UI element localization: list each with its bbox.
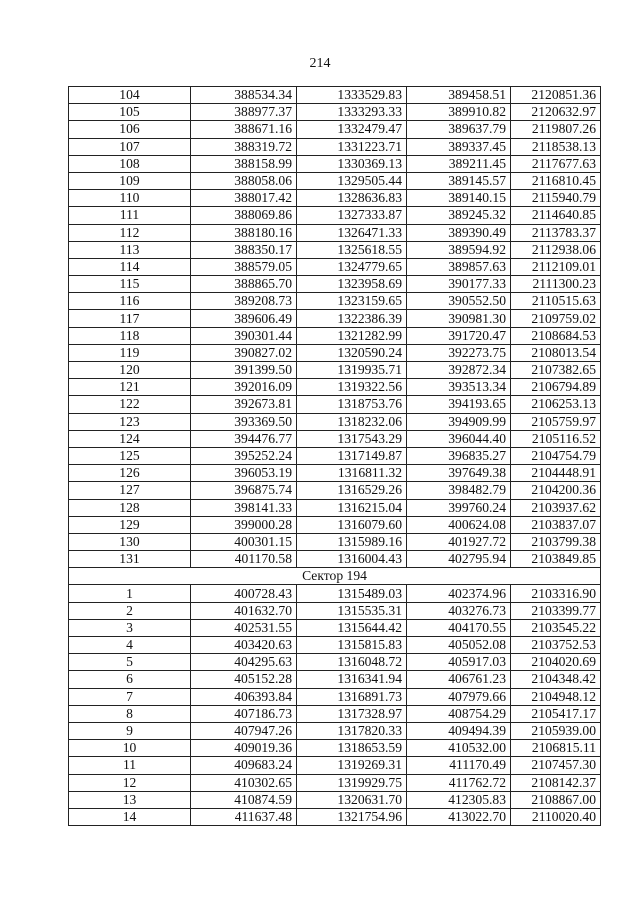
coordinate-cell: 389857.63 <box>407 258 511 275</box>
coordinate-cell: 411170.49 <box>407 757 511 774</box>
point-number-cell: 127 <box>69 482 191 499</box>
coordinate-cell: 392273.75 <box>407 344 511 361</box>
table-row <box>69 482 601 499</box>
coordinate-cell: 388865.70 <box>191 276 297 293</box>
coordinate-cell: 1327333.87 <box>297 207 407 224</box>
coordinate-cell: 1317820.33 <box>297 722 407 739</box>
coordinate-cell: 388319.72 <box>191 138 297 155</box>
point-number-cell: 113 <box>69 241 191 258</box>
coordinate-cell: 2107382.65 <box>511 362 601 379</box>
coordinate-cell: 1316079.60 <box>297 516 407 533</box>
coordinate-cell: 1333293.33 <box>297 104 407 121</box>
coordinate-cell: 388017.42 <box>191 190 297 207</box>
coordinate-cell: 392016.09 <box>191 379 297 396</box>
coordinate-cell: 1320631.70 <box>297 791 407 808</box>
coordinate-cell: 388671.16 <box>191 121 297 138</box>
coordinate-cell: 2108684.53 <box>511 327 601 344</box>
coordinate-cell: 393513.34 <box>407 379 511 396</box>
coordinate-cell: 2103752.53 <box>511 637 601 654</box>
coordinate-cell: 397649.38 <box>407 465 511 482</box>
coordinate-cell: 398141.33 <box>191 499 297 516</box>
point-number-cell: 10 <box>69 740 191 757</box>
coordinate-cell: 399000.28 <box>191 516 297 533</box>
coordinate-cell: 396875.74 <box>191 482 297 499</box>
point-number-cell: 120 <box>69 362 191 379</box>
sector-header-row <box>69 568 601 585</box>
coordinate-cell: 1331223.71 <box>297 138 407 155</box>
coordinate-cell: 388350.17 <box>191 241 297 258</box>
coordinate-cell: 401927.72 <box>407 533 511 550</box>
coordinate-cell: 2105939.00 <box>511 722 601 739</box>
coordinate-cell: 388058.06 <box>191 172 297 189</box>
coordinate-cell: 2104348.42 <box>511 671 601 688</box>
coordinate-cell: 402374.96 <box>407 585 511 602</box>
point-number-cell: 122 <box>69 396 191 413</box>
coordinate-cell: 405917.03 <box>407 654 511 671</box>
coordinate-cell: 390177.33 <box>407 276 511 293</box>
sector-label: Сектор 194 <box>69 568 601 585</box>
coordinate-cell: 2103399.77 <box>511 602 601 619</box>
point-number-cell: 130 <box>69 533 191 550</box>
coordinate-cell: 412305.83 <box>407 791 511 808</box>
coordinate-cell: 410874.59 <box>191 791 297 808</box>
coordinate-cell: 410532.00 <box>407 740 511 757</box>
point-number-cell: 11 <box>69 757 191 774</box>
coordinate-cell: 401632.70 <box>191 602 297 619</box>
table-row <box>69 757 601 774</box>
point-number-cell: 126 <box>69 465 191 482</box>
table-row <box>69 654 601 671</box>
table-row <box>69 241 601 258</box>
coordinate-cell: 1324779.65 <box>297 258 407 275</box>
point-number-cell: 131 <box>69 551 191 568</box>
point-number-cell: 5 <box>69 654 191 671</box>
coordinate-cell: 389337.45 <box>407 138 511 155</box>
table-row <box>69 447 601 464</box>
coordinate-cell: 1319269.31 <box>297 757 407 774</box>
table-row <box>69 207 601 224</box>
coordinate-cell: 1330369.13 <box>297 155 407 172</box>
point-number-cell: 107 <box>69 138 191 155</box>
coordinate-cell: 391399.50 <box>191 362 297 379</box>
point-number-cell: 7 <box>69 688 191 705</box>
point-number-cell: 110 <box>69 190 191 207</box>
coordinate-cell: 403276.73 <box>407 602 511 619</box>
table-row <box>69 637 601 654</box>
coordinate-cell: 1316891.73 <box>297 688 407 705</box>
coordinate-cell: 1315815.83 <box>297 637 407 654</box>
point-number-cell: 13 <box>69 791 191 808</box>
coordinate-cell: 389208.73 <box>191 293 297 310</box>
point-number-cell: 8 <box>69 705 191 722</box>
coordinate-cell: 1319935.71 <box>297 362 407 379</box>
coordinate-cell: 2120851.36 <box>511 87 601 104</box>
table-row <box>69 104 601 121</box>
coordinate-cell: 395252.24 <box>191 447 297 464</box>
point-number-cell: 105 <box>69 104 191 121</box>
coordinate-cell: 1333529.83 <box>297 87 407 104</box>
coordinate-cell: 2110020.40 <box>511 808 601 825</box>
coordinate-cell: 390552.50 <box>407 293 511 310</box>
coordinate-cell: 404295.63 <box>191 654 297 671</box>
table-row <box>69 671 601 688</box>
coordinate-cell: 1316341.94 <box>297 671 407 688</box>
coordinate-cell: 2104448.91 <box>511 465 601 482</box>
coordinate-cell: 406761.23 <box>407 671 511 688</box>
table-row <box>69 87 601 104</box>
coordinate-cell: 390981.30 <box>407 310 511 327</box>
coordinate-cell: 2117677.63 <box>511 155 601 172</box>
coordinate-cell: 1317543.29 <box>297 430 407 447</box>
table-row <box>69 138 601 155</box>
coordinate-cell: 2103799.38 <box>511 533 601 550</box>
coordinate-cell: 389458.51 <box>407 87 511 104</box>
coordinate-cell: 1325618.55 <box>297 241 407 258</box>
coordinate-cell: 1315489.03 <box>297 585 407 602</box>
coordinate-cell: 2107457.30 <box>511 757 601 774</box>
coordinate-cell: 407186.73 <box>191 705 297 722</box>
point-number-cell: 2 <box>69 602 191 619</box>
table-row <box>69 379 601 396</box>
coordinate-cell: 389140.15 <box>407 190 511 207</box>
coordinate-cell: 409494.39 <box>407 722 511 739</box>
coordinate-cell: 2106794.89 <box>511 379 601 396</box>
table-row <box>69 705 601 722</box>
coordinate-cell: 399760.24 <box>407 499 511 516</box>
coordinate-cell: 2112109.01 <box>511 258 601 275</box>
coordinate-cell: 1316004.43 <box>297 551 407 568</box>
coordinate-cell: 388158.99 <box>191 155 297 172</box>
table-row <box>69 533 601 550</box>
coordinate-cell: 396835.27 <box>407 447 511 464</box>
coordinate-cell: 390301.44 <box>191 327 297 344</box>
table-row <box>69 465 601 482</box>
coordinate-cell: 389637.79 <box>407 121 511 138</box>
point-number-cell: 9 <box>69 722 191 739</box>
coordinate-cell: 2110515.63 <box>511 293 601 310</box>
point-number-cell: 6 <box>69 671 191 688</box>
coordinate-cell: 2119807.26 <box>511 121 601 138</box>
coordinate-cell: 2116810.45 <box>511 172 601 189</box>
coordinate-cell: 1316529.26 <box>297 482 407 499</box>
coordinate-cell: 2105417.17 <box>511 705 601 722</box>
coordinate-cell: 391720.47 <box>407 327 511 344</box>
table-row <box>69 310 601 327</box>
table-row <box>69 791 601 808</box>
table-row <box>69 774 601 791</box>
coordinate-cell: 2105759.97 <box>511 413 601 430</box>
coordinate-cell: 1321754.96 <box>297 808 407 825</box>
coordinate-cell: 1323958.69 <box>297 276 407 293</box>
point-number-cell: 104 <box>69 87 191 104</box>
table-row <box>69 276 601 293</box>
table-row <box>69 808 601 825</box>
coordinate-cell: 396053.19 <box>191 465 297 482</box>
coordinate-cell: 388180.16 <box>191 224 297 241</box>
table-row <box>69 344 601 361</box>
point-number-cell: 111 <box>69 207 191 224</box>
coordinate-cell: 1319322.56 <box>297 379 407 396</box>
point-number-cell: 14 <box>69 808 191 825</box>
table-row <box>69 722 601 739</box>
point-number-cell: 116 <box>69 293 191 310</box>
coordinate-cell: 398482.79 <box>407 482 511 499</box>
coordinate-cell: 403420.63 <box>191 637 297 654</box>
coordinate-cell: 1332479.47 <box>297 121 407 138</box>
coordinate-cell: 1315644.42 <box>297 619 407 636</box>
coordinate-cell: 1316048.72 <box>297 654 407 671</box>
point-number-cell: 124 <box>69 430 191 447</box>
coordinate-cell: 1320590.24 <box>297 344 407 361</box>
coordinate-cell: 402795.94 <box>407 551 511 568</box>
table-row <box>69 602 601 619</box>
coordinate-cell: 406393.84 <box>191 688 297 705</box>
coordinate-cell: 392872.34 <box>407 362 511 379</box>
table-row <box>69 585 601 602</box>
coordinate-cell: 1322386.39 <box>297 310 407 327</box>
point-number-cell: 112 <box>69 224 191 241</box>
coordinate-cell: 392673.81 <box>191 396 297 413</box>
coordinate-cell: 2108142.37 <box>511 774 601 791</box>
coordinate-cell: 1319929.75 <box>297 774 407 791</box>
point-number-cell: 4 <box>69 637 191 654</box>
coordinate-cell: 388534.34 <box>191 87 297 104</box>
coordinate-cell: 389594.92 <box>407 241 511 258</box>
coordinate-cell: 2118538.13 <box>511 138 601 155</box>
coordinate-cell: 1326471.33 <box>297 224 407 241</box>
coordinate-cell: 411637.48 <box>191 808 297 825</box>
coordinate-cell: 408754.29 <box>407 705 511 722</box>
point-number-cell: 118 <box>69 327 191 344</box>
coordinate-cell: 413022.70 <box>407 808 511 825</box>
coordinate-cell: 394476.77 <box>191 430 297 447</box>
coordinate-cell: 1315535.31 <box>297 602 407 619</box>
point-number-cell: 121 <box>69 379 191 396</box>
table-row <box>69 619 601 636</box>
page-number: 214 <box>309 56 331 71</box>
table-row <box>69 413 601 430</box>
table-row <box>69 430 601 447</box>
table-row <box>69 516 601 533</box>
table-row <box>69 499 601 516</box>
coordinate-cell: 1321282.99 <box>297 327 407 344</box>
point-number-cell: 108 <box>69 155 191 172</box>
table-row <box>69 396 601 413</box>
table-row <box>69 551 601 568</box>
coordinate-cell: 2113783.37 <box>511 224 601 241</box>
coordinate-cell: 402531.55 <box>191 619 297 636</box>
table-row <box>69 224 601 241</box>
coordinate-cell: 2120632.97 <box>511 104 601 121</box>
table-row <box>69 688 601 705</box>
coordinate-cell: 2103545.22 <box>511 619 601 636</box>
point-number-cell: 123 <box>69 413 191 430</box>
coordinate-cell: 388579.05 <box>191 258 297 275</box>
coordinate-cell: 388069.86 <box>191 207 297 224</box>
coordinate-cell: 1328636.83 <box>297 190 407 207</box>
coordinate-cell: 409019.36 <box>191 740 297 757</box>
coordinate-cell: 2111300.23 <box>511 276 601 293</box>
coordinate-cell: 2108013.54 <box>511 344 601 361</box>
coordinate-cell: 2106253.13 <box>511 396 601 413</box>
coordinate-cell: 2103316.90 <box>511 585 601 602</box>
table-row <box>69 362 601 379</box>
coordinate-cell: 400624.08 <box>407 516 511 533</box>
coordinate-cell: 2104754.79 <box>511 447 601 464</box>
coordinate-cell: 390827.02 <box>191 344 297 361</box>
coordinate-cell: 2104200.36 <box>511 482 601 499</box>
point-number-cell: 12 <box>69 774 191 791</box>
point-number-cell: 114 <box>69 258 191 275</box>
table-row <box>69 293 601 310</box>
table-row <box>69 121 601 138</box>
coordinate-cell: 404170.55 <box>407 619 511 636</box>
coordinate-cell: 1316811.32 <box>297 465 407 482</box>
coordinate-cell: 388977.37 <box>191 104 297 121</box>
coordinate-cell: 2109759.02 <box>511 310 601 327</box>
table-row <box>69 190 601 207</box>
coordinates-table <box>68 86 601 826</box>
coordinate-cell: 410302.65 <box>191 774 297 791</box>
coordinate-cell: 389211.45 <box>407 155 511 172</box>
point-number-cell: 1 <box>69 585 191 602</box>
table-row <box>69 258 601 275</box>
coordinate-cell: 2105116.52 <box>511 430 601 447</box>
point-number-cell: 129 <box>69 516 191 533</box>
table-row <box>69 155 601 172</box>
coordinate-cell: 405152.28 <box>191 671 297 688</box>
coordinate-cell: 2104020.69 <box>511 654 601 671</box>
coordinate-cell: 2103849.85 <box>511 551 601 568</box>
coordinate-cell: 394909.99 <box>407 413 511 430</box>
coordinate-cell: 409683.24 <box>191 757 297 774</box>
point-number-cell: 115 <box>69 276 191 293</box>
point-number-cell: 128 <box>69 499 191 516</box>
coordinate-cell: 400728.43 <box>191 585 297 602</box>
point-number-cell: 109 <box>69 172 191 189</box>
coordinate-cell: 2114640.85 <box>511 207 601 224</box>
coordinate-cell: 407947.26 <box>191 722 297 739</box>
coordinate-cell: 2115940.79 <box>511 190 601 207</box>
coordinate-cell: 389245.32 <box>407 207 511 224</box>
point-number-cell: 125 <box>69 447 191 464</box>
coordinate-cell: 2112938.06 <box>511 241 601 258</box>
coordinate-cell: 2104948.12 <box>511 688 601 705</box>
coordinate-cell: 389145.57 <box>407 172 511 189</box>
coordinate-cell: 1317328.97 <box>297 705 407 722</box>
coordinate-cell: 1318653.59 <box>297 740 407 757</box>
coordinates-table-body <box>69 87 601 826</box>
coordinate-cell: 1323159.65 <box>297 293 407 310</box>
point-number-cell: 119 <box>69 344 191 361</box>
point-number-cell: 117 <box>69 310 191 327</box>
table-row <box>69 740 601 757</box>
coordinate-cell: 1316215.04 <box>297 499 407 516</box>
coordinate-cell: 1317149.87 <box>297 447 407 464</box>
coordinate-cell: 2108867.00 <box>511 791 601 808</box>
coordinate-cell: 389606.49 <box>191 310 297 327</box>
coordinate-cell: 405052.08 <box>407 637 511 654</box>
coordinate-cell: 394193.65 <box>407 396 511 413</box>
coordinate-cell: 2103937.62 <box>511 499 601 516</box>
point-number-cell: 106 <box>69 121 191 138</box>
point-number-cell: 3 <box>69 619 191 636</box>
coordinate-cell: 396044.40 <box>407 430 511 447</box>
coordinate-cell: 411762.72 <box>407 774 511 791</box>
coordinate-cell: 401170.58 <box>191 551 297 568</box>
table-row <box>69 327 601 344</box>
coordinate-cell: 1315989.16 <box>297 533 407 550</box>
table-row <box>69 172 601 189</box>
coordinate-cell: 389390.49 <box>407 224 511 241</box>
coordinate-cell: 2103837.07 <box>511 516 601 533</box>
coordinate-cell: 1318753.76 <box>297 396 407 413</box>
coordinate-cell: 407979.66 <box>407 688 511 705</box>
coordinate-cell: 389910.82 <box>407 104 511 121</box>
coordinate-cell: 393369.50 <box>191 413 297 430</box>
coordinate-cell: 2106815.11 <box>511 740 601 757</box>
coordinate-cell: 1329505.44 <box>297 172 407 189</box>
coordinate-cell: 1318232.06 <box>297 413 407 430</box>
coordinate-cell: 400301.15 <box>191 533 297 550</box>
